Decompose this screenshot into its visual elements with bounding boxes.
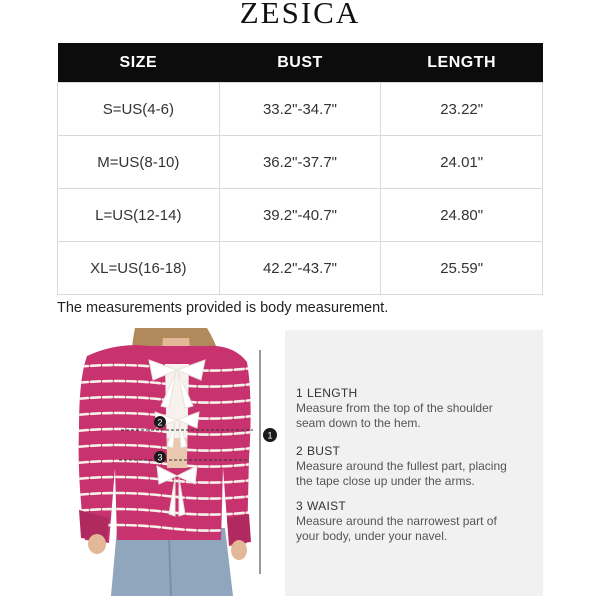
header-bust: BUST: [219, 43, 381, 83]
model-sweater-illustration: [57, 328, 279, 596]
product-photo: [57, 328, 279, 596]
cell-length: 24.01": [381, 136, 543, 189]
cell-size: S=US(4-6): [58, 83, 220, 136]
cell-bust: 36.2"-37.7": [219, 136, 381, 189]
guide-item-bust: [296, 444, 536, 489]
guide-desc-line2: the tape close up under the arms.: [296, 474, 475, 488]
guide-desc-line2: your body, under your navel.: [296, 529, 448, 543]
waist-marker-label: 3: [157, 452, 163, 463]
guide-title: LENGTH: [306, 386, 358, 400]
guide-desc-line2: seam down to the hem.: [296, 416, 421, 430]
cell-size: XL=US(16-18): [58, 242, 220, 295]
measure-guide-panel: [285, 330, 543, 596]
cell-length: 25.59": [381, 242, 543, 295]
guide-desc-line1: Measure around the fullest part, placing: [296, 459, 507, 473]
guide-item-length: [296, 386, 536, 431]
right-cuff: [227, 514, 251, 544]
guide-number: 1: [296, 386, 303, 400]
header-length: LENGTH: [381, 43, 543, 83]
guide-title: WAIST: [306, 499, 347, 513]
table-row: [58, 242, 543, 295]
bust-marker-label: 2: [157, 417, 163, 428]
guide-item-waist: [296, 499, 536, 544]
measurement-note: The measurements provided is body measurement.: [57, 300, 389, 316]
table-row: [58, 189, 543, 242]
brand-logo: ZESICA: [239, 0, 361, 30]
left-hand: [88, 534, 106, 554]
guide-number: 2: [296, 444, 303, 458]
right-hand: [231, 540, 247, 560]
guide-desc-line1: Measure from the top of the shoulder: [296, 401, 493, 415]
table-row: [58, 83, 543, 136]
table-header-row: [58, 43, 543, 83]
size-chart-table: [57, 43, 543, 295]
guide-desc-line1: Measure around the narrowest part of: [296, 514, 497, 528]
cell-bust: 42.2"-43.7": [219, 242, 381, 295]
cell-size: M=US(8-10): [58, 136, 220, 189]
cell-bust: 39.2"-40.7": [219, 189, 381, 242]
guide-number: 3: [296, 499, 303, 513]
cell-bust: 33.2"-34.7": [219, 83, 381, 136]
header-size: SIZE: [58, 43, 220, 83]
length-marker-label: 1: [267, 430, 273, 441]
table-row: [58, 136, 543, 189]
cell-length: 23.22": [381, 83, 543, 136]
cell-length: 24.80": [381, 189, 543, 242]
cell-size: L=US(12-14): [58, 189, 220, 242]
guide-title: BUST: [306, 444, 341, 458]
